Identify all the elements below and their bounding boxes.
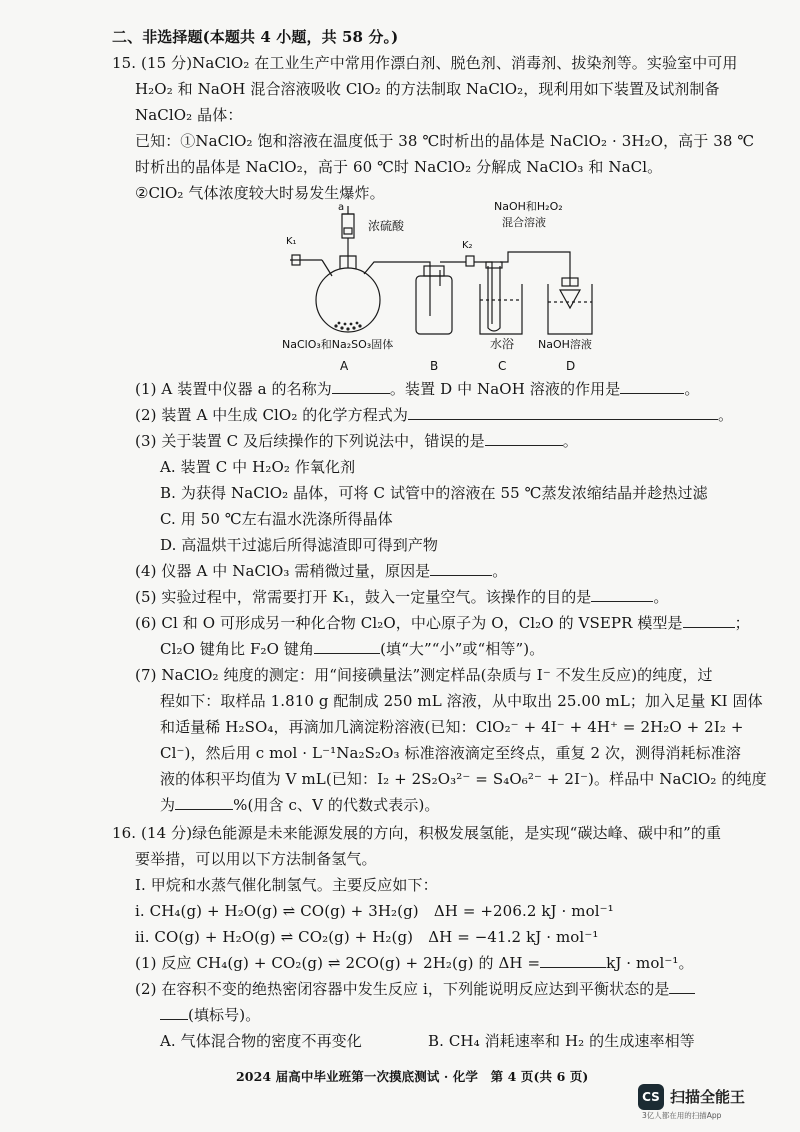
q15-known-2: 时析出的晶体是 NaClO₂，高于 60 ℃时 NaClO₂ 分解成 NaClO₃ 和 NaCl。 [135, 158, 663, 176]
q15-sub3-text-b: 。 [562, 432, 578, 450]
q15-sub7-line-5: 液的体积平均值为 V mL(已知：I₂ + 2S₂O₃²⁻ = S₄O₆²⁻ + 2I⁻)。样品中 NaClO₂ 的纯度 [160, 770, 767, 788]
q16-intro-line-2: 要举措，可以用以下方法制备氢气。 [135, 850, 377, 868]
label-k2: K₂ [462, 240, 473, 251]
answer-blank[interactable] [175, 794, 233, 810]
letter-b: B [430, 359, 439, 373]
q15-sub7-line-1: (7) NaClO₂ 纯度的测定：用“间接碘量法”测定样品(杂质与 I⁻ 不发生反应)的纯度，过 [135, 666, 713, 684]
label-naoh-h2o2-1: NaOH和H₂O₂ [494, 200, 563, 213]
q15-sub6-text-b: ； [734, 614, 750, 632]
answer-blank[interactable] [160, 1004, 188, 1020]
q15-sub1 [135, 378, 699, 400]
section-header: 二、非选择题(本题共 4 小题，共 58 分。) [112, 28, 399, 46]
q15-sub4-text-a: (4) 仪器 A 中 NaClO₃ 需稍微过量，原因是 [135, 562, 431, 580]
flask-a [316, 268, 380, 332]
q15-option-a: A. 装置 C 中 H₂O₂ 作氧化剂 [160, 458, 356, 476]
label-a: a [338, 202, 345, 213]
q15-sub6-text-a: (6) Cl 和 O 可形成另一种化合物 Cl₂O，中心原子为 O，Cl₂O 的 VSEPR 模型是 [135, 614, 683, 632]
label-conc-sulfuric-acid: 浓硫酸 [368, 219, 405, 233]
q15-option-b: B. 为获得 NaClO₂ 晶体，可将 C 试管中的溶液在 55 ℃蒸发浓缩结晶并趁热过滤 [160, 484, 708, 502]
q16-intro-line-1: 16. (14 分)绿色能源是未来能源发展的方向，积极发展氢能，是实现“碳达峰、碳中和”的重 [112, 824, 722, 842]
solid-reagent [334, 322, 361, 331]
label-k1: K₁ [286, 236, 297, 247]
label-water-bath: 水浴 [490, 337, 515, 351]
q15-option-d: D. 高温烘干过滤后所得滤渣即可得到产物 [160, 536, 439, 554]
apparatus-diagram [270, 196, 620, 374]
q15-sub5-text-a: (5) 实验过程中，常需要打开 K₁，鼓入一定量空气。该操作的目的是 [135, 588, 592, 606]
q15-sub6-line-2 [160, 638, 544, 660]
q15-sub2-text-a: (2) 装置 A 中生成 ClO₂ 的化学方程式为 [135, 406, 409, 424]
q15-known-3: ②ClO₂ 气体浓度较大时易发生爆炸。 [135, 184, 385, 202]
q16-sub2-line-2 [160, 1004, 260, 1026]
q15-option-c: C. 用 50 ℃左右温水洗涤所得晶体 [160, 510, 393, 528]
q15-intro-line-2: H₂O₂ 和 NaOH 混合溶液吸收 ClO₂ 的方法制取 NaClO₂，现利用如下装置及试剂制备 [135, 80, 720, 98]
q16-part-1-heading: Ⅰ. 甲烷和水蒸气催化制氢气。主要反应如下： [135, 876, 438, 894]
scanner-watermark [638, 1084, 788, 1120]
q15-sub5-text-b: 。 [653, 588, 669, 606]
q15-intro-line-3: NaClO₂ 晶体： [135, 106, 243, 124]
answer-blank[interactable] [683, 612, 735, 628]
q16-sub1-text-a: (1) 反应 CH₄(g) + CO₂(g) ⇌ 2CO(g) + 2H₂(g) 的 ΔH = [135, 954, 541, 972]
q16-sub2-line-1 [135, 978, 695, 1000]
answer-blank[interactable] [408, 404, 718, 420]
answer-blank[interactable] [430, 560, 492, 576]
q15-sub2-text-b: 。 [718, 406, 734, 424]
page-footer: 2024 届高中毕业班第一次摸底测试 · 化学 第 4 页(共 6 页) [236, 1069, 589, 1084]
camscanner-logo-icon: CS [638, 1084, 664, 1110]
q16-sub2-text-a: (2) 在容积不变的绝热密闭容器中发生反应 ⅰ，下列能说明反应达到平衡状态的是 [135, 980, 670, 998]
answer-blank[interactable] [591, 586, 653, 602]
q15-sub7-text-6a: 为 [160, 796, 176, 814]
q15-intro-line-1: 15. (15 分)NaClO₂ 在工业生产中常用作漂白剂、脱色剂、消毒剂、拔染剂等。实验室中可用 [112, 54, 738, 72]
scanner-tagline: 3亿人都在用的扫描App [642, 1111, 722, 1120]
q15-sub4 [135, 560, 507, 582]
q15-sub1-text-b: 。装置 D 中 NaOH 溶液的作用是 [389, 380, 621, 398]
q15-sub1-text-c: 。 [684, 380, 700, 398]
q16-option-b: B. CH₄ 消耗速率和 H₂ 的生成速率相等 [428, 1032, 695, 1050]
q15-sub4-text-b: 。 [492, 562, 508, 580]
q15-sub6-text-c: Cl₂O 键角比 F₂O 键角 [160, 640, 315, 658]
q16-option-a: A. 气体混合物的密度不再变化 [160, 1032, 362, 1050]
q15-sub7-text-6b: %(用含 c、V 的代数式表示)。 [233, 796, 440, 814]
q15-known-1: 已知：①NaClO₂ 饱和溶液在温度低于 38 ℃时析出的晶体是 NaClO₂ · 3H₂O，高于 38 ℃ [135, 132, 755, 150]
k2-stopcock [466, 256, 474, 266]
answer-blank[interactable] [540, 952, 606, 968]
q15-sub7-line-4: Cl⁻)，然后用 c mol · L⁻¹Na₂S₂O₃ 标准溶液滴定至终点，重复 2 次，测得消耗标准溶 [160, 744, 741, 762]
bottle-b [416, 276, 452, 334]
q15-sub7-line-3: 和适量稀 H₂SO₄，再滴加几滴淀粉溶液(已知：ClO₂⁻ + 4I⁻ + 4H⁺ = 2H₂O + 2I₂ + [160, 718, 744, 736]
q15-sub6-text-d: (填“大”“小”或“相等”)。 [380, 640, 545, 658]
q15-sub2 [135, 404, 733, 426]
q15-sub3-text-a: (3) 关于装置 C 及后续操作的下列说法中，错误的是 [135, 432, 485, 450]
q15-sub3 [135, 430, 578, 452]
water-bath-beaker-c [480, 284, 522, 334]
answer-blank[interactable] [669, 978, 695, 994]
label-solid: NaClO₃和Na₂SO₃固体 [282, 338, 394, 351]
q16-reaction-ii: ⅱ. CO(g) + H₂O(g) ⇌ CO₂(g) + H₂(g) ΔH = −41.2 kJ · mol⁻¹ [135, 928, 599, 946]
q16-sub2-text-b: (填标号)。 [188, 1006, 261, 1024]
letter-c: C [498, 359, 507, 373]
q16-sub1-text-b: kJ · mol⁻¹。 [606, 954, 694, 972]
q16-sub1 [135, 952, 694, 974]
scanner-app-name: 扫描全能王 [670, 1088, 746, 1106]
q15-sub6-line-1 [135, 612, 750, 634]
label-naoh-h2o2-2: 混合溶液 [502, 216, 546, 229]
q15-sub1-text-a: (1) A 装置中仪器 a 的名称为 [135, 380, 332, 398]
q16-reaction-i: ⅰ. CH₄(g) + H₂O(g) ⇌ CO(g) + 3H₂(g) ΔH = +206.2 kJ · mol⁻¹ [135, 902, 614, 920]
label-naoh-solution: NaOH溶液 [538, 338, 592, 351]
q15-sub5 [135, 586, 669, 608]
letter-a: A [340, 359, 349, 373]
answer-blank[interactable] [485, 430, 563, 446]
answer-blank[interactable] [620, 378, 684, 394]
q15-sub7-line-6 [160, 794, 440, 816]
q15-sub7-line-2: 程如下：取样品 1.810 g 配制成 250 mL 溶液，从中取出 25.00 mL；加入足量 KI 固体 [160, 692, 763, 710]
answer-blank[interactable] [332, 378, 390, 394]
letter-d: D [566, 359, 576, 373]
answer-blank[interactable] [314, 638, 380, 654]
